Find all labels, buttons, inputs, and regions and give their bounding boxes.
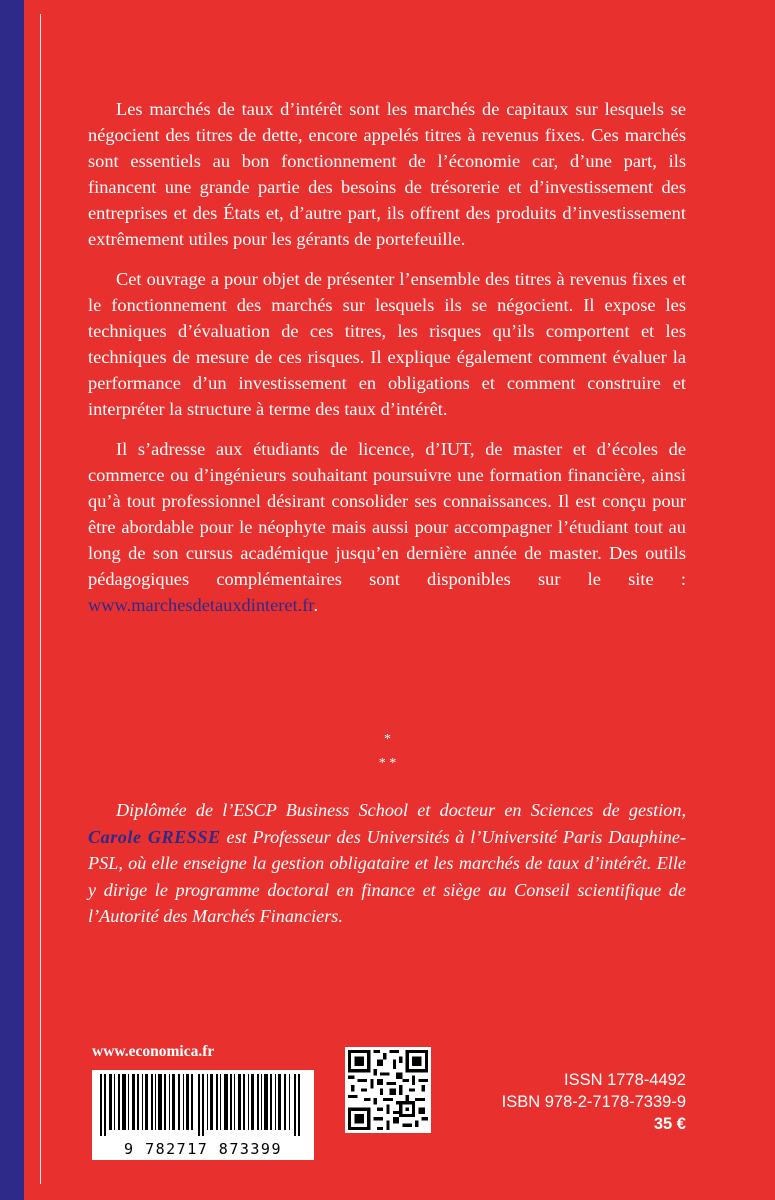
link-period: . bbox=[313, 595, 319, 615]
price: 35 € bbox=[653, 1115, 686, 1133]
book-metadata bbox=[502, 1069, 686, 1135]
separator-stars-bottom: * * bbox=[378, 756, 397, 771]
isbn: ISBN 978-2-7178-7339-9 bbox=[501, 1093, 686, 1111]
border-line bbox=[40, 14, 41, 1184]
bio-suffix: est Professeur des Universités à l’Université Paris Dauphine-PSL, où elle enseigne la gestion obligataire et les marchés de taux d’intérêt. Elle y dirige le programme doctoral en finance et siège au Conseil scientifique de l’Autorité des Marchés Financiers. bbox=[88, 826, 687, 926]
author-bio bbox=[88, 797, 686, 930]
paragraph-3 bbox=[88, 436, 686, 618]
author-name: Carole GRESSE bbox=[88, 826, 221, 847]
barcode bbox=[92, 1070, 314, 1160]
qr-code-icon bbox=[348, 1050, 428, 1130]
bio-prefix: Diplômée de l’ESCP Business School et docteur en Sciences de gestion, bbox=[116, 800, 686, 820]
paragraph-1: Les marchés de taux d’intérêt sont les marchés de capitaux sur lesquels se négocient des titres de dette, encore appelés titres à revenus fixes. Ces marchés sont essentiels au bon fonctionnement de l’économie car, d’une part, ils financent une grande partie des besoins de trésorerie et d’investissement des entreprises et des États et, d’autre part, ils offrent des produits d’investissement extrêmement utiles pour les gérants de portefeuille. bbox=[88, 99, 686, 249]
publisher-website[interactable]: www.economica.fr bbox=[92, 1043, 215, 1060]
barcode-digits: 9 782717 873399 bbox=[124, 1140, 282, 1158]
paragraph-3-text: Il s’adresse aux étudiants de licence, d’IUT, de master et d’écoles de commerce ou d’ingénieurs souhaitant poursuivre une formation financière, ainsi qu’à tout professionnel désirant consolider ses connaissances. Il est conçu pour être abordable pour le néophyte mais aussi pour accompagner l’étudiant tout au long de son cursus académique jusqu’en dernière année de master. Des outils pédagogiques complémentaires sont disponibles sur le site : bbox=[88, 439, 686, 589]
paragraph-2: Cet ouvrage a pour objet de présenter l’ensemble des titres à revenus fixes et le fonctionnement des marchés sur lesquels ils se négocient. Il expose les techniques d’évaluation de ces titres, les risques qu’ils comportent et les techniques de mesure de ces risques. Il explique également comment évaluer la performance d’un investissement en obligations et comment construire et interpréter la structure à terme des taux d’intérêt. bbox=[88, 269, 686, 419]
description-block bbox=[88, 96, 686, 632]
barcode-bars-icon bbox=[98, 1074, 308, 1136]
website-link[interactable]: www.marchesdetauxdinteret.fr bbox=[88, 595, 314, 615]
qr-code[interactable] bbox=[345, 1047, 431, 1133]
separator-star-top: * bbox=[384, 732, 391, 747]
issn: ISSN 1778-4492 bbox=[563, 1071, 686, 1089]
spine-band bbox=[0, 0, 24, 1200]
